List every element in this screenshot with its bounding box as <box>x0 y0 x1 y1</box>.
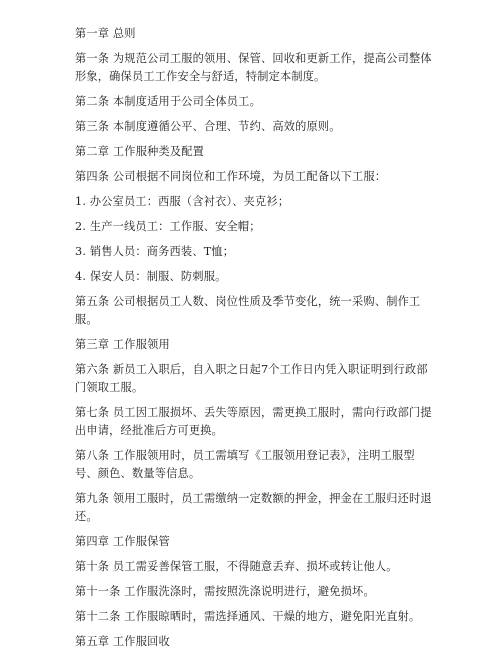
article-paragraph: 第四条 公司根据不同岗位和工作环境，为员工配备以下工服： <box>75 170 387 183</box>
article-paragraph: 第十二条 工作服晾晒时，需选择通风、干燥的地方，避免阳光直射。 <box>75 610 421 623</box>
article-paragraph: 第六条 新员工入职后，自入职之日起7个工作日内凭入职证明到行政部门领取工服。 <box>75 363 428 394</box>
article-paragraph: 第九条 领用工服时，员工需缴纳一定数额的押金，押金在工服归还时退还。 <box>75 492 432 523</box>
list-item: 4. 保安人员：制服、防刺服。 <box>75 270 227 283</box>
article-paragraph: 第三条 本制度遵循公平、合理、节约、高效的原则。 <box>75 120 341 133</box>
chapter-heading: 第一章 总则 <box>75 27 136 40</box>
article-paragraph: 第十条 员工需妥善保管工服，不得随意丢弃、损坏或转让他人。 <box>75 560 398 573</box>
document-body <box>75 25 435 658</box>
article-paragraph: 第七条 员工因工服损坏、丢失等原因，需更换工服时，需向行政部门提出申请，经批准后方可更换。 <box>75 406 432 437</box>
list-item: 1. 办公室员工：西服（含衬衣）、夹克衫； <box>75 195 290 208</box>
article-paragraph: 第十一条 工作服洗涤时，需按照洗涤说明进行，避免损坏。 <box>75 585 375 598</box>
chapter-heading: 第二章 工作服种类及配置 <box>75 145 205 158</box>
chapter-heading: 第四章 工作服保管 <box>75 535 170 548</box>
article-paragraph: 第八条 工作服领用时，员工需填写《工服领用登记表》，注明工服型号、颜色、数量等信息。 <box>75 449 415 480</box>
list-item: 3. 销售人员：商务西装、T恤； <box>75 245 235 258</box>
list-item: 2. 生产一线员工：工作服、安全帽； <box>75 220 261 233</box>
chapter-heading: 第五章 工作服回收 <box>75 635 170 648</box>
article-paragraph: 第五条 公司根据员工人数、岗位性质及季节变化，统一采购、制作工服。 <box>75 295 421 326</box>
article-paragraph: 第一条 为规范公司工服的领用、保管、回收和更新工作，提高公司整体形象，确保员工工作安全与舒适，特制定本制度。 <box>75 52 432 83</box>
article-paragraph: 第二条 本制度适用于公司全体员工。 <box>75 95 261 108</box>
chapter-heading: 第三章 工作服领用 <box>75 338 170 351</box>
